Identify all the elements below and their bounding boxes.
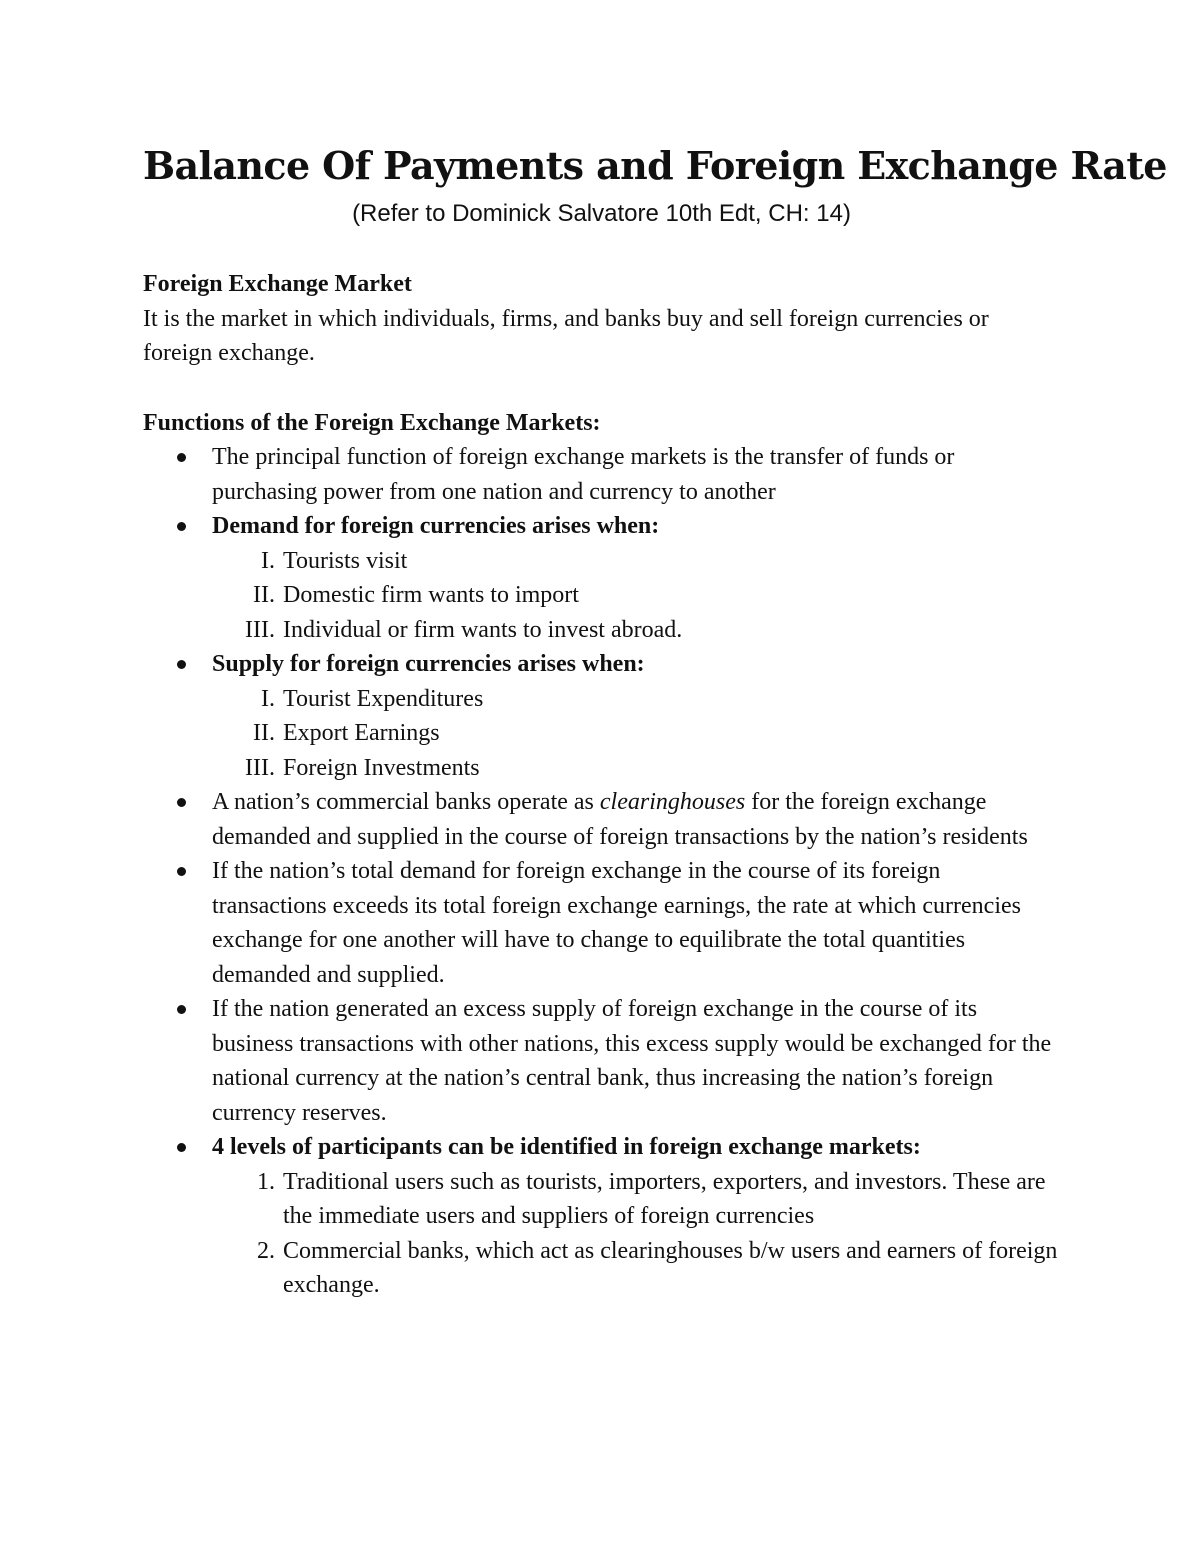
bullet-item [143,440,1060,509]
sub-list-item [212,1234,1060,1303]
sub-item-text: Tourist Expenditures [283,685,484,712]
sub-list-item [212,716,1060,751]
bullet-text: Demand for foreign currencies arises when: [212,513,660,539]
list-marker: 2. [257,1237,275,1264]
sub-item-text: Commercial banks, which act as clearinghouses b/w users and earners of foreign exchange. [283,1237,1058,1298]
sub-item-text: Traditional users such as tourists, importers, exporters, and investors. These are the immediate users and suppliers of foreign currencies [283,1168,1046,1229]
list-marker: III. [245,754,275,781]
sub-list-item [212,613,1060,648]
sub-item-text: Tourists visit [283,547,408,574]
section-functions [143,406,1060,1303]
sub-item-text: Foreign Investments [283,754,480,781]
document-title: Balance Of Payments and Foreign Exchange Rate [143,143,1167,188]
sub-list-item [212,751,1060,786]
document-subtitle: (Refer to Dominick Salvatore 10th Edt, CH: 14) [352,200,851,227]
list-marker: 1. [257,1168,275,1195]
sub-item-text: Domestic firm wants to import [283,582,579,608]
sub-item-text: Individual or firm wants to invest abroad. [283,616,683,643]
sub-list-item [212,578,1060,613]
section-foreign-exchange-market [143,267,1060,371]
sub-list [212,544,1060,648]
bullet-item [143,854,1060,992]
bullet-item [143,1130,1060,1303]
sub-item-text: Export Earnings [283,720,440,746]
list-marker: I. [261,547,275,574]
list-marker: II. [253,720,275,746]
bullet-item [143,785,1060,854]
bullet-item [143,509,1060,647]
sub-list [212,682,1060,786]
bullet-text: 4 levels of participants can be identified in foreign exchange markets: [212,1134,921,1160]
bullet-item [143,647,1060,785]
sub-list-item [212,682,1060,717]
section-heading: Functions of the Foreign Exchange Markets: [143,409,601,436]
list-marker: II. [253,582,275,608]
sub-list-item [212,1165,1060,1234]
section-heading: Foreign Exchange Market [143,271,412,297]
bullet-text-after: for the foreign exchange demanded and supplied in the course of foreign transactions by the nation’s residents [212,789,1028,850]
bullet-text: The principal function of foreign exchange markets is the transfer of funds or purchasing power from one nation and currency to another [212,444,955,505]
bullet-text-before: A nation’s commercial banks operate as [212,789,600,815]
section-body: It is the market in which individuals, firms, and banks buy and sell foreign currencies or foreign exchange. [143,305,989,366]
bullet-text: If the nation’s total demand for foreign exchange in the course of its foreign transactions exceeds its total foreign exchange earnings, the rate at which currencies exchange for one another will have to change to equilibrate the total quantities demanded and supplied. [212,858,1021,988]
list-marker: III. [245,616,275,643]
emphasis-term: clearinghouses [599,789,746,815]
list-marker: I. [261,685,275,712]
bullet-item [143,992,1060,1130]
bullet-text: If the nation generated an excess supply of foreign exchange in the course of its business transactions with other nations, this excess supply would be exchanged for the national currency at the nation’s central bank, thus increasing the nation’s foreign currency reserves. [212,996,1052,1126]
bullet-text: Supply for foreign currencies arises when: [212,651,645,677]
bullet-list [143,440,1060,1303]
sub-list [212,1165,1060,1303]
sub-list-item [212,544,1060,579]
